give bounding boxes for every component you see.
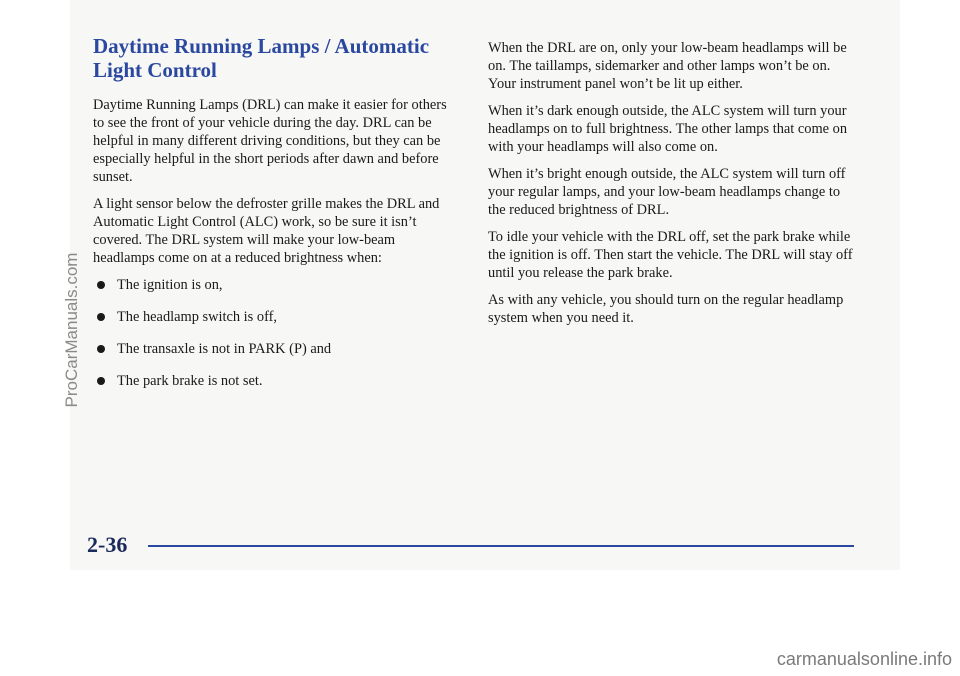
paragraph: A light sensor below the defroster grille makes the DRL and Automatic Light Control (ALC) work, so be sure it isn’t covered. The DRL system will make your low-beam headlamps come on at a reduced brightness when: (93, 196, 440, 266)
list-item (93, 308, 453, 326)
site-link[interactable]: carmanualsonline.info (776, 649, 952, 669)
footer-divider (148, 545, 854, 547)
page-number: 2-36 (87, 532, 128, 557)
left-column (93, 34, 453, 404)
paragraph: Daytime Running Lamps (DRL) can make it easier for others to see the front of your vehicle during the day. DRL can be helpful in many different driving conditions, but they can be especially helpful in the short periods after dawn and before sunset. (93, 97, 447, 185)
list-item-text: The headlamp switch is off, (117, 309, 277, 325)
list-item-text: The park brake is not set. (117, 373, 263, 389)
paragraph: When the DRL are on, only your low-beam headlamps will be on. The taillamps, sidemarker and other lamps won’t be on. Your instrument panel won’t be lit up either. (488, 40, 847, 92)
list-item (93, 372, 453, 390)
watermark (60, 0, 84, 676)
list-item-text: The ignition is on, (117, 277, 223, 293)
condition-list (93, 276, 453, 390)
section-heading: Daytime Running Lamps / Automatic Light Control (93, 34, 430, 82)
paragraph: To idle your vehicle with the DRL off, set the park brake while the ignition is off. Then start the vehicle. The DRL will stay off until you release the park brake. (488, 229, 853, 281)
bullet-icon (97, 281, 105, 289)
paragraph: When it’s dark enough outside, the ALC system will turn your headlamps on to full brightness. The other lamps that come on with your headlamps will also come on. (488, 103, 848, 155)
paragraph: When it’s bright enough outside, the ALC system will turn off your regular lamps, and your low-beam headlamps change to the reduced brightness of DRL. (488, 166, 846, 218)
paragraph: As with any vehicle, you should turn on the regular headlamp system when you need it. (488, 292, 844, 326)
bullet-icon (97, 313, 105, 321)
bullet-icon (97, 377, 105, 385)
list-item-text: The transaxle is not in PARK (P) and (117, 341, 332, 357)
list-item (93, 340, 453, 358)
bullet-icon (97, 345, 105, 353)
right-column (488, 39, 853, 336)
list-item (93, 276, 453, 294)
watermark-text: ProCarManuals.com (62, 252, 81, 408)
